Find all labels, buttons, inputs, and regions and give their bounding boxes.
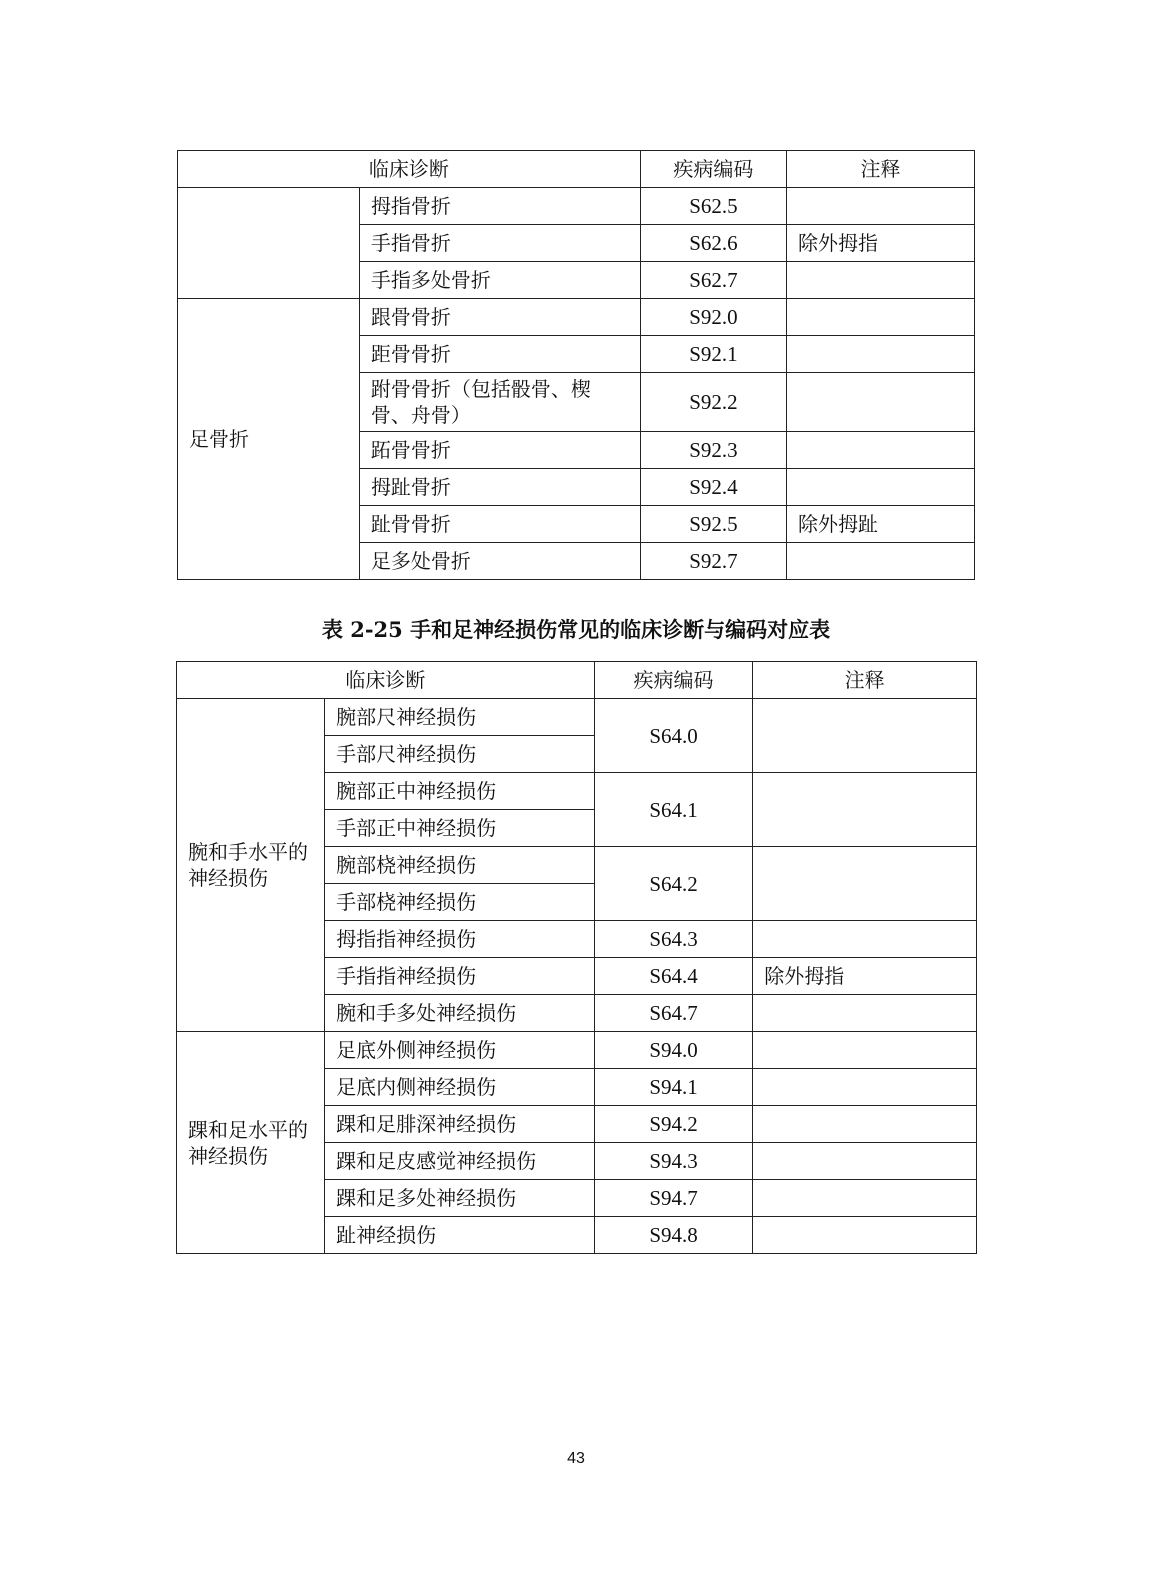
note-cell [753, 995, 977, 1032]
code-cell: S94.7 [594, 1180, 752, 1217]
code-cell: S62.7 [640, 262, 786, 299]
code-cell: S94.3 [594, 1143, 752, 1180]
code-cell: S64.0 [594, 699, 752, 773]
diagnosis-cell: 手部尺神经损伤 [325, 736, 595, 773]
note-cell [753, 921, 977, 958]
diagnosis-cell: 手部正中神经损伤 [325, 810, 595, 847]
diagnosis-cell: 踝和足皮感觉神经损伤 [325, 1143, 595, 1180]
table-header-row [177, 662, 977, 699]
diagnosis-cell: 腕部正中神经损伤 [325, 773, 595, 810]
page-number: 43 [567, 1450, 585, 1467]
code-cell: S92.0 [640, 299, 786, 336]
fracture-code-table [177, 150, 975, 580]
note-cell [786, 262, 974, 299]
code-cell: S92.4 [640, 469, 786, 506]
note-cell [753, 1217, 977, 1254]
note-cell [753, 699, 977, 773]
code-cell: S62.5 [640, 188, 786, 225]
diagnosis-cell: 拇指指神经损伤 [325, 921, 595, 958]
note-cell [786, 336, 974, 373]
code-cell: S64.3 [594, 921, 752, 958]
note-cell [786, 469, 974, 506]
diagnosis-cell: 腕和手多处神经损伤 [325, 995, 595, 1032]
diagnosis-cell: 拇指骨折 [359, 188, 640, 225]
note-cell [753, 847, 977, 921]
diagnosis-cell: 足底外侧神经损伤 [325, 1032, 595, 1069]
group-cell-wrist-hand: 腕和手水平的神经损伤 [177, 699, 325, 1032]
diagnosis-cell: 腕部桡神经损伤 [325, 847, 595, 884]
code-cell: S92.3 [640, 432, 786, 469]
group-cell-foot-fracture: 足骨折 [178, 299, 360, 580]
table-row [177, 699, 977, 736]
diagnosis-cell: 踝和足多处神经损伤 [325, 1180, 595, 1217]
note-cell [786, 373, 974, 432]
code-cell: S92.1 [640, 336, 786, 373]
group-cell-ankle-foot: 踝和足水平的神经损伤 [177, 1032, 325, 1254]
note-cell [753, 1069, 977, 1106]
diagnosis-cell: 手指多处骨折 [359, 262, 640, 299]
code-cell: S92.5 [640, 506, 786, 543]
note-cell [786, 543, 974, 580]
code-cell: S64.7 [594, 995, 752, 1032]
note-cell [753, 1143, 977, 1180]
code-cell: S62.6 [640, 225, 786, 262]
diagnosis-cell: 手指骨折 [359, 225, 640, 262]
diagnosis-cell: 趾神经损伤 [325, 1217, 595, 1254]
table-row [177, 1032, 977, 1069]
header-code: 疾病编码 [594, 662, 752, 699]
note-cell [753, 1106, 977, 1143]
note-cell [753, 1032, 977, 1069]
note-cell [786, 432, 974, 469]
header-note: 注释 [786, 151, 974, 188]
note-cell: 除外拇指 [753, 958, 977, 995]
table-caption: 表 2-25 手和足神经损伤常见的临床诊断与编码对应表 [321, 617, 831, 642]
note-cell [753, 1180, 977, 1217]
table-row [178, 188, 975, 225]
diagnosis-cell: 跗骨骨折（包括骰骨、楔骨、舟骨） [359, 373, 640, 432]
code-cell: S64.4 [594, 958, 752, 995]
note-cell: 除外拇趾 [786, 506, 974, 543]
note-cell: 除外拇指 [786, 225, 974, 262]
code-cell: S64.1 [594, 773, 752, 847]
diagnosis-cell: 距骨骨折 [359, 336, 640, 373]
diagnosis-cell: 手指指神经损伤 [325, 958, 595, 995]
header-diagnosis: 临床诊断 [177, 662, 595, 699]
diagnosis-cell: 足多处骨折 [359, 543, 640, 580]
diagnosis-cell: 趾骨骨折 [359, 506, 640, 543]
header-note: 注释 [753, 662, 977, 699]
code-cell: S94.1 [594, 1069, 752, 1106]
diagnosis-cell: 腕部尺神经损伤 [325, 699, 595, 736]
note-cell [753, 773, 977, 847]
diagnosis-cell: 拇趾骨折 [359, 469, 640, 506]
code-cell: S94.0 [594, 1032, 752, 1069]
code-cell: S92.7 [640, 543, 786, 580]
diagnosis-cell: 手部桡神经损伤 [325, 884, 595, 921]
diagnosis-cell: 足底内侧神经损伤 [325, 1069, 595, 1106]
table-row [178, 299, 975, 336]
code-cell: S94.2 [594, 1106, 752, 1143]
header-code: 疾病编码 [640, 151, 786, 188]
diagnosis-cell: 跖骨骨折 [359, 432, 640, 469]
code-cell: S92.2 [640, 373, 786, 432]
code-cell: S64.2 [594, 847, 752, 921]
diagnosis-cell: 踝和足腓深神经损伤 [325, 1106, 595, 1143]
diagnosis-cell: 跟骨骨折 [359, 299, 640, 336]
nerve-injury-code-table [176, 661, 977, 1254]
header-diagnosis: 临床诊断 [178, 151, 641, 188]
note-cell [786, 299, 974, 336]
group-cell-empty [178, 188, 360, 299]
table-header-row [178, 151, 975, 188]
code-cell: S94.8 [594, 1217, 752, 1254]
note-cell [786, 188, 974, 225]
